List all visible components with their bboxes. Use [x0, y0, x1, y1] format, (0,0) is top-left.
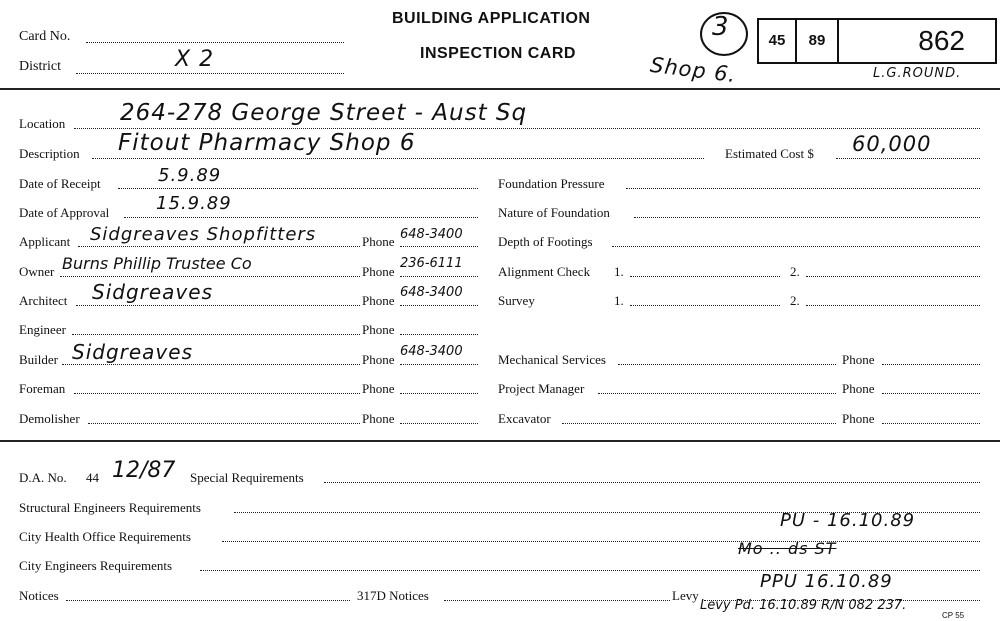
owner-phone-value: 236-6111: [400, 256, 463, 271]
location-line: [74, 128, 980, 129]
applicant-phone-label: Phone: [362, 234, 395, 249]
date-approval-line: [124, 217, 478, 218]
engineer-label: Engineer: [19, 322, 66, 337]
alignment-num2: 2.: [790, 264, 800, 279]
excavator-phone-label: Phone: [842, 411, 875, 426]
notices-317d-line: [444, 600, 670, 601]
survey-line1: [630, 305, 780, 306]
estimated-cost-label: Estimated Cost $: [725, 146, 814, 161]
health-label: City Health Office Requirements: [19, 529, 191, 544]
circled-number: 3: [712, 12, 730, 42]
da-value: 12/87: [112, 458, 176, 483]
owner-phone-label: Phone: [362, 264, 395, 279]
architect-line: [76, 305, 360, 306]
date-receipt-label: Date of Receipt: [19, 176, 101, 191]
builder-line: [62, 364, 360, 365]
demolisher-line: [88, 423, 360, 424]
levy-note: Levy Pd. 16.10.89 R/N 082 237.: [700, 598, 907, 613]
applicant-line: [78, 246, 360, 247]
form-title-line1: BUILDING APPLICATION: [392, 10, 591, 27]
health-line: [222, 541, 980, 542]
notices-line: [66, 600, 350, 601]
depth-footings-line: [612, 246, 980, 247]
foreman-label: Foreman: [19, 381, 66, 396]
depth-footings-label: Depth of Footings: [498, 234, 593, 249]
excavator-phone-line: [882, 423, 980, 424]
architect-phone-value: 648-3400: [400, 285, 463, 300]
survey-num1: 1.: [614, 293, 624, 308]
demolisher-label: Demolisher: [19, 411, 80, 426]
date-receipt-line: [118, 188, 478, 189]
architect-value: Sidgreaves: [92, 280, 213, 304]
alignment-check-label: Alignment Check: [498, 264, 591, 279]
foundation-pressure-label: Foundation Pressure: [498, 176, 605, 191]
mechanical-phone-label: Phone: [842, 352, 875, 367]
form-code: CP 55: [942, 611, 965, 620]
mechanical-phone-line: [882, 364, 980, 365]
alignment-num1: 1.: [614, 264, 624, 279]
district-value: X 2: [175, 47, 215, 72]
alignment-line1: [630, 276, 780, 277]
levy-value: PPU 16.10.89: [760, 571, 893, 592]
date-receipt-value: 5.9.89: [158, 165, 222, 186]
shop-note: Shop 6.: [648, 52, 738, 88]
special-req-line: [324, 482, 980, 483]
levy-label: Levy: [672, 588, 699, 603]
builder-phone-value: 648-3400: [400, 344, 463, 359]
owner-line: [60, 276, 360, 277]
demolisher-phone-label: Phone: [362, 411, 395, 426]
mechanical-label: Mechanical Services: [498, 352, 606, 367]
structural-label: Structural Engineers Requirements: [19, 500, 201, 515]
card-no-line: [86, 42, 344, 43]
card-box-1: 45: [757, 18, 797, 64]
project-manager-phone-line: [882, 393, 980, 394]
foundation-pressure-line: [626, 188, 980, 189]
excavator-label: Excavator: [498, 411, 551, 426]
owner-label: Owner: [19, 264, 55, 279]
estimated-cost-line: [836, 158, 980, 159]
builder-value: Sidgreaves: [72, 340, 193, 364]
survey-label: Survey: [498, 293, 535, 308]
project-manager-phone-label: Phone: [842, 381, 875, 396]
architect-label: Architect: [19, 293, 68, 308]
survey-line2: [806, 305, 980, 306]
estimated-cost-value: 60,000: [852, 132, 932, 156]
builder-label: Builder: [19, 352, 58, 367]
mechanical-line: [618, 364, 836, 365]
notices-317d-label: 317D Notices: [357, 588, 429, 603]
date-approval-label: Date of Approval: [19, 205, 110, 220]
location-value: 264-278 George Street - Aust Sq: [120, 100, 528, 126]
applicant-phone-value: 648-3400: [400, 227, 463, 242]
owner-phone-line: [400, 276, 478, 277]
foreman-phone-label: Phone: [362, 381, 395, 396]
notices-label: Notices: [19, 588, 59, 603]
header-divider: [0, 88, 1000, 90]
form-title-line2: INSPECTION CARD: [420, 45, 576, 62]
engineer-phone-line: [400, 334, 478, 335]
project-manager-line: [598, 393, 836, 394]
nature-foundation-label: Nature of Foundation: [498, 205, 610, 220]
excavator-line: [562, 423, 836, 424]
description-label: Description: [19, 146, 80, 161]
health-value: PU - 16.10.89: [780, 510, 916, 531]
alignment-line2: [806, 276, 980, 277]
engineer-phone-label: Phone: [362, 322, 395, 337]
project-manager-label: Project Manager: [498, 381, 585, 396]
da-label: D.A. No.: [19, 470, 67, 485]
engineer-line: [72, 334, 360, 335]
demolisher-phone-line: [400, 423, 478, 424]
applicant-label: Applicant: [19, 234, 71, 249]
city-eng-label: City Engineers Requirements: [19, 558, 173, 573]
card-no-label: Card No.: [19, 29, 71, 44]
architect-phone-label: Phone: [362, 293, 395, 308]
survey-num2: 2.: [790, 293, 800, 308]
applicant-phone-line: [400, 246, 478, 247]
architect-phone-line: [400, 305, 478, 306]
description-value: Fitout Pharmacy Shop 6: [118, 130, 416, 156]
builder-phone-line: [400, 364, 478, 365]
ground-note: L.G.ROUND.: [873, 66, 962, 81]
builder-phone-label: Phone: [362, 352, 395, 367]
owner-value: Burns Phillip Trustee Co: [62, 254, 252, 273]
foreman-phone-line: [400, 393, 478, 394]
foreman-line: [74, 393, 360, 394]
special-req-label: Special Requirements: [190, 470, 304, 485]
card-box-2: 89: [795, 18, 839, 64]
city-eng-value: Mo .. ds ST: [738, 539, 837, 558]
description-line: [92, 158, 704, 159]
section-divider: [0, 440, 1000, 442]
nature-foundation-line: [634, 217, 980, 218]
date-approval-value: 15.9.89: [156, 193, 232, 214]
da-prefix: 44: [86, 470, 99, 485]
district-label: District: [19, 59, 61, 74]
card-number-box: 862: [837, 18, 997, 64]
location-label: Location: [19, 116, 66, 131]
applicant-value: Sidgreaves Shopfitters: [90, 224, 317, 245]
district-line: [76, 73, 344, 74]
